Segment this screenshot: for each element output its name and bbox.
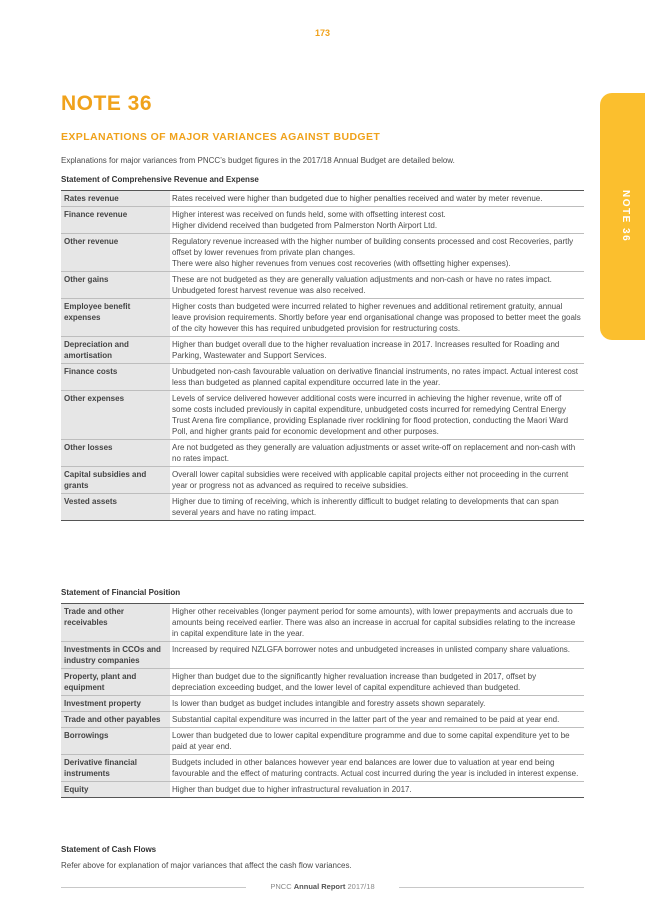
table-row [61,669,584,696]
comprehensive-table [61,190,584,521]
table-row [61,337,584,364]
footer-report: Annual Report [293,882,346,891]
row-category: Depreciation and amortisation [61,337,170,364]
row-category: Capital subsidies and grants [61,467,170,494]
row-description [170,728,584,755]
row-description [170,604,584,642]
row-description [170,494,584,521]
side-tab-label: NOTE 36 [620,190,631,243]
row-description [170,669,584,696]
table-row [61,696,584,712]
row-description [170,337,584,364]
table-row [61,467,584,494]
description-line: There were also higher revenues from venues cost recoveries (with offsetting higher expenses). [172,259,511,268]
description-line: Regulatory revenue increased with the higher number of building consents processed and cost Recoveries, partly offset by lower revenues from private plan changes. [172,237,574,257]
row-description [170,696,584,712]
intro-text: Explanations for major variances from PNCC’s budget figures in the 2017/18 Annual Budget are detailed below. [61,156,455,165]
row-description [170,207,584,234]
row-category: Equity [61,782,170,798]
description-line: Substantial capital expenditure was incurred in the latter part of the year and remained to be paid at year end. [172,715,560,724]
row-category: Other expenses [61,391,170,440]
description-line: Higher interest was received on funds held, some with offsetting interest cost. [172,210,446,219]
table-row [61,364,584,391]
description-line: Overall lower capital subsidies were received with applicable capital projects either not proceeding in the current year or progress not as advanced as required to receive subsidies. [172,470,569,490]
cash-flows-text: Refer above for explanation of major variances that affect the cash flow variances. [61,861,352,870]
row-category: Borrowings [61,728,170,755]
row-category: Finance revenue [61,207,170,234]
description-line: Budgets included in other balances however year end balances are lower due to valuation at year end being favourable and the effect of maturing contracts. Actual cost incurred during the year is included in interest expense. [172,758,579,778]
row-category: Investments in CCOs and industry companies [61,642,170,669]
row-category: Investment property [61,696,170,712]
row-category: Property, plant and equipment [61,669,170,696]
table-row [61,272,584,299]
description-line: Increased by required NZLGFA borrower notes and unbudgeted increases in unlisted company share valuations. [172,645,571,654]
footer [0,882,645,891]
row-category: Other losses [61,440,170,467]
row-description [170,440,584,467]
row-description [170,234,584,272]
description-line: Are not budgeted as they generally are valuation adjustments or asset write-off on replacement and non-cash with no rates impact. [172,443,576,463]
row-category: Finance costs [61,364,170,391]
table-row [61,494,584,521]
description-line: Higher costs than budgeted were incurred related to higher revenues and additional retirement gratuity, annual leave provision requirements. Shortly before year end organisational change was proposed to better meet the goals of the city however this has required unbudgeted provision for restructuring costs. [172,302,581,333]
table-row [61,642,584,669]
row-description [170,299,584,337]
table-row [61,207,584,234]
cash-flows-heading: Statement of Cash Flows [61,845,157,854]
row-description [170,642,584,669]
section-title: EXPLANATIONS OF MAJOR VARIANCES AGAINST BUDGET [61,131,381,143]
table-row [61,728,584,755]
row-description [170,272,584,299]
row-category: Vested assets [61,494,170,521]
row-description [170,782,584,798]
row-category: Other revenue [61,234,170,272]
page-number: 173 [314,28,331,38]
table-row [61,782,584,798]
row-category: Other gains [61,272,170,299]
financial-position-heading: Statement of Financial Position [61,588,181,597]
row-description [170,191,584,207]
footer-org: PNCC [270,882,292,891]
table-row [61,604,584,642]
description-line: Higher than budget due to higher infrastructural revaluation in 2017. [172,785,412,794]
table-row [61,234,584,272]
description-line: Higher dividend received than budgeted from Palmerston North Airport Ltd. [172,221,438,230]
row-description [170,712,584,728]
row-description [170,391,584,440]
row-description [170,364,584,391]
description-line: Rates received were higher than budgeted due to higher penalties received and water by meter revenue. [172,194,543,203]
table-row [61,191,584,207]
description-line: Higher than budget due to the significantly higher revaluation increase than budgeted in 2017, offset by depreciation exceeding budget, and the lower level of capital expenditure achieved than budgeted. [172,672,537,692]
table-row [61,440,584,467]
description-line: Is lower than budget as budget includes intangible and forestry assets shown separately. [172,699,486,708]
description-line: Lower than budgeted due to lower capital expenditure programme and due to some capital expenditure yet to be paid at year end. [172,731,570,751]
row-category: Rates revenue [61,191,170,207]
description-line: Unbudgeted non-cash favourable valuation on derivative financial instruments, no rates impact. Actual interest cost less than budgeted as planned capital expenditure occurred late in the year. [172,367,579,387]
table-row [61,755,584,782]
note-title: NOTE 36 [61,92,153,115]
description-line: These are not budgeted as they are generally valuation adjustments and non-cash or have no rates impact. Unbudgeted forest harvest revenue was also received. [172,275,552,295]
row-description [170,755,584,782]
comprehensive-heading: Statement of Comprehensive Revenue and Expense [61,175,259,184]
table-row [61,712,584,728]
row-category: Trade and other receivables [61,604,170,642]
financial-position-table [61,603,584,798]
row-category: Derivative financial instruments [61,755,170,782]
description-line: Levels of service delivered however additional costs were incurred in achieving the higher revenue, write off of some costs included previously in capital expenditure, unbudgeted costs incurred for remedying Central Energy Trust Arena fire compliance, providing Esplanade river rocklining for flood protection, conducting the Maori Ward Poll, and higher grants paid for economic development and other purposes. [172,394,569,436]
description-line: Higher due to timing of receiving, which is inherently difficult to budget relating to developments that can span several years and have no rating impact. [172,497,559,517]
description-line: Higher other receivables (longer payment period for some amounts), with lower prepayments and accruals due to amounts being received earlier. There was also an increase in accrual for capital subsidies relating to the increase in capital expenditure late in the year. [172,607,576,638]
row-category: Employee benefit expenses [61,299,170,337]
table-row [61,299,584,337]
table-row [61,391,584,440]
row-category: Trade and other payables [61,712,170,728]
footer-year: 2017/18 [347,882,375,891]
row-description [170,467,584,494]
description-line: Higher than budget overall due to the higher revaluation increase in 2017. Increases resulted for Roading and Parking, Wastewater and Support Services. [172,340,560,360]
